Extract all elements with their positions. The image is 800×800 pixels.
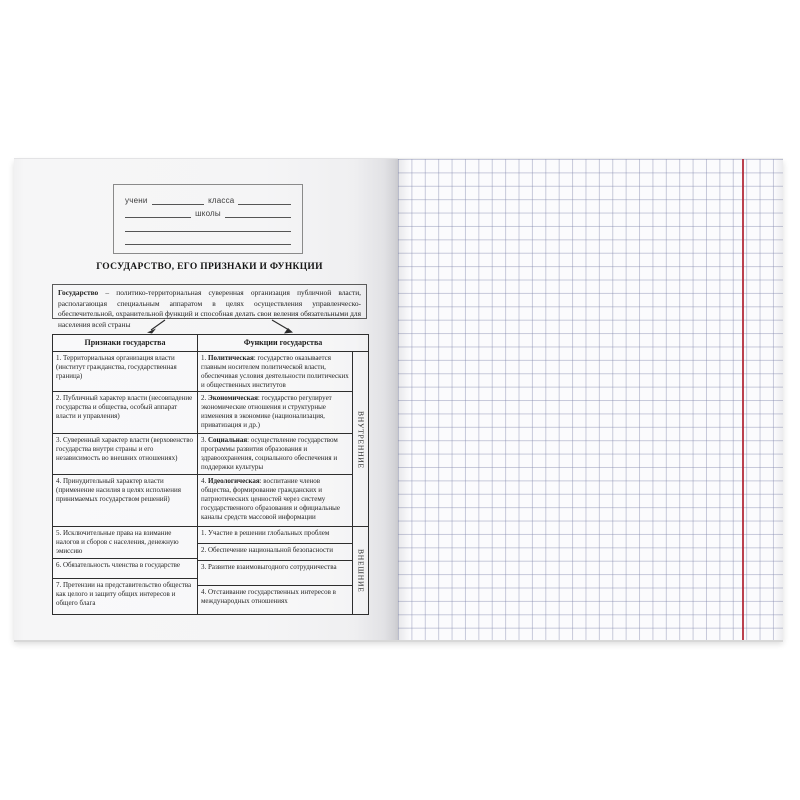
state-table <box>52 334 369 615</box>
function-external-cell: 1. Участие в решении глобальных проблем <box>198 527 352 544</box>
school-label: школы <box>195 209 221 219</box>
feature-cell: 1. Территориальная организация власти (институт гражданства, государственная граница) <box>53 352 197 392</box>
function-external-cell: 4. Отстаивание государственных интересов в международных отношениях <box>201 588 336 605</box>
function-term: Экономическая <box>208 394 258 402</box>
function-external-cell: 2. Обеспечение национальной безопасности <box>198 544 352 561</box>
external-functions-label: ВНЕШНИЕ <box>356 549 366 593</box>
student-info-form <box>113 184 303 254</box>
blank-line-1 <box>125 223 291 232</box>
table-header-row <box>53 335 368 352</box>
arrow-right-icon <box>272 320 289 330</box>
functions-column <box>198 352 353 614</box>
school-line <box>225 209 291 218</box>
feature-cell: 5. Исключительные права на взимание налогов и сборов с населения, денежную эмиссию <box>53 527 197 559</box>
function-term: Политическая <box>208 354 254 362</box>
definition-box <box>52 284 367 329</box>
definition-term: Государство <box>58 288 99 297</box>
function-text: : государство оказывается главным носителем политической власти, обеспечивая условия деятельности политических и общественных институтов <box>201 354 349 389</box>
student-label: учени <box>125 196 148 205</box>
definition-arrows-icon <box>52 319 367 334</box>
gutter-shadow <box>398 159 410 640</box>
page-edge-shadow <box>774 159 783 640</box>
form-row-1 <box>125 194 291 205</box>
function-number: 4. <box>201 477 208 485</box>
function-internal-cell <box>198 352 352 392</box>
notebook-spread <box>14 158 783 640</box>
arrow-left-icon <box>151 320 165 330</box>
feature-cell: 7. Претензии на представительство общества как целого и защиту общих интересов и общего блага <box>56 581 192 607</box>
function-term: Социальная <box>208 436 248 444</box>
feature-cell: 3. Суверенный характер власти (верховенство государства внутри страны и его независимость во внешних отношениях) <box>53 434 197 475</box>
page-title: ГОСУДАРСТВО, ЕГО ПРИЗНАКИ И ФУНКЦИИ <box>96 262 323 272</box>
function-number: 1. <box>201 354 208 362</box>
functions-column-header: Функции государства <box>243 338 323 347</box>
function-internal-cell <box>198 434 352 475</box>
feature-cell: 2. Публичный характер власти (несовпадение государства и общества, особый аппарат власти и управления) <box>53 392 197 434</box>
feature-cell: 4. Принудительный характер власти (применение насилия в целях исполнения принимаемых государством решений) <box>53 475 197 527</box>
function-term: Идеологическая <box>208 477 260 485</box>
function-text: : воспитание членов общества, формирование гражданских и патриотических ценностей через систему государственного образования и официальные каналы средств массовой информации <box>201 477 340 521</box>
class-label: класса <box>208 196 235 205</box>
function-text: : государство регулирует экономические отношения и структурные изменения в экономике (национализация, приватизация и др.) <box>201 394 332 429</box>
class-line <box>238 196 291 205</box>
function-number: 3. <box>201 436 208 444</box>
internal-functions-label: ВНУТРЕННИЕ <box>356 410 366 469</box>
form-row-4 <box>125 234 291 245</box>
function-internal-cell <box>198 475 352 527</box>
features-column-header: Признаки государства <box>53 335 198 351</box>
arrow-right-head-icon <box>284 328 293 334</box>
name-continuation-line <box>125 209 191 218</box>
function-text: : осуществление государством программы развития образования и здравоохранения, социального обеспечения и поддержки культуры <box>201 436 338 471</box>
internal-functions-label-cell <box>353 352 368 527</box>
right-page-grid <box>398 158 783 640</box>
function-number: 2. <box>201 394 208 402</box>
feature-cell: 6. Обязательность членства в государстве <box>53 559 197 579</box>
blank-line-2 <box>125 236 291 245</box>
student-name-line <box>152 196 205 205</box>
external-functions-label-cell <box>353 527 368 614</box>
features-column <box>53 352 198 614</box>
table-body <box>53 352 368 614</box>
left-page <box>14 158 398 640</box>
function-external-cell: 3. Развитие взаимовыгодного сотрудничества <box>198 561 352 586</box>
function-type-column <box>353 352 368 614</box>
definition-text: – политико-территориальная суверенная организация публичной власти, располагающая специальным аппаратом в целях осуществления управленческо-обеспечительной, охранительной функций и способная делать свои веления обязательными для населения всей страны <box>58 288 361 329</box>
form-row-3 <box>125 221 291 232</box>
form-row-2 <box>125 207 291 218</box>
red-margin-line <box>742 159 744 640</box>
function-internal-cell <box>198 392 352 434</box>
